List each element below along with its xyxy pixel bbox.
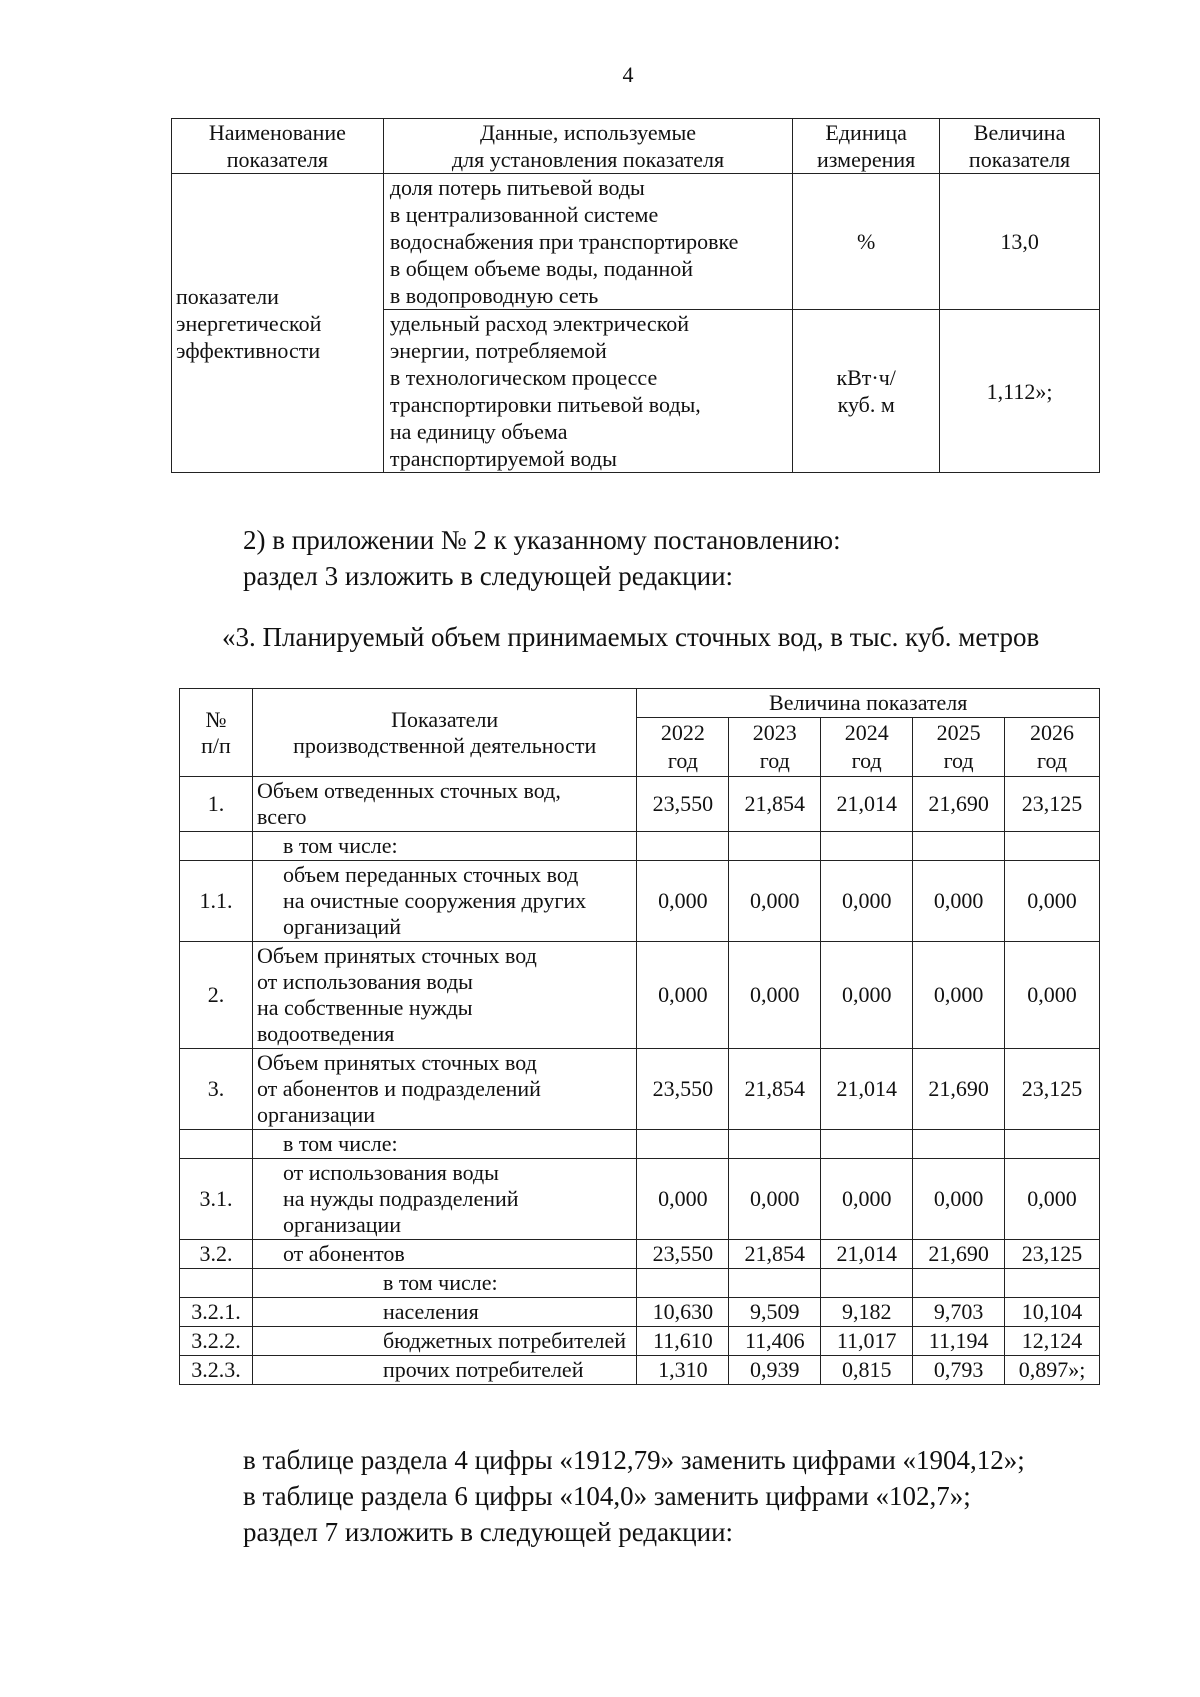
value-cell: 23,125 <box>1005 777 1100 832</box>
year-2025: 2025 год <box>913 718 1005 777</box>
row-number <box>180 1269 253 1298</box>
value-cell <box>637 832 729 861</box>
value-cell: 9,703 <box>913 1298 1005 1327</box>
value-cell: 0,000 <box>729 1159 821 1240</box>
value-cell: 0,000 <box>637 1159 729 1240</box>
value-cell <box>913 1130 1005 1159</box>
value-cell: 1,310 <box>637 1356 729 1385</box>
table-row <box>180 1269 1100 1298</box>
value-cell: 11,610 <box>637 1327 729 1356</box>
row-label: от абонентов <box>252 1240 637 1269</box>
value-cell: 23,550 <box>637 1049 729 1130</box>
value-cell: 0,000 <box>913 942 1005 1049</box>
table1-header-row <box>172 119 1100 174</box>
value-cell: 21,854 <box>729 1049 821 1130</box>
value-cell <box>729 1269 821 1298</box>
row-number: 2. <box>180 942 253 1049</box>
value-cell: 10,104 <box>1005 1298 1100 1327</box>
row-number: 3.2.3. <box>180 1356 253 1385</box>
row1-data: доля потерь питьевой воды в централизованной системе водоснабжения при транспортировке в общем объеме воды, поданной в водопроводную сеть <box>383 174 792 310</box>
value-cell <box>637 1130 729 1159</box>
value-cell: 0,000 <box>821 942 913 1049</box>
row-number: 3. <box>180 1049 253 1130</box>
table-row <box>180 1159 1100 1240</box>
row-label: Объем отведенных сточных вод, всего <box>252 777 637 832</box>
table-row <box>180 1130 1100 1159</box>
value-cell: 0,000 <box>637 942 729 1049</box>
row1-unit: % <box>793 174 940 310</box>
value-cell: 21,014 <box>821 1049 913 1130</box>
table-row <box>180 1327 1100 1356</box>
table-row <box>180 1049 1100 1130</box>
year-2026: 2026 год <box>1005 718 1100 777</box>
value-cell: 23,125 <box>1005 1049 1100 1130</box>
table-row <box>180 1356 1100 1385</box>
row2-unit: кВт·ч/ куб. м <box>793 310 940 473</box>
value-cell: 0,000 <box>821 861 913 942</box>
value-cell: 9,182 <box>821 1298 913 1327</box>
row-label: от использования воды на нужды подразделений организации <box>252 1159 637 1240</box>
value-cell: 0,000 <box>821 1159 913 1240</box>
value-cell <box>1005 832 1100 861</box>
value-cell: 0,000 <box>913 861 1005 942</box>
table-row <box>180 1298 1100 1327</box>
value-cell: 0,815 <box>821 1356 913 1385</box>
value-cell: 21,854 <box>729 777 821 832</box>
value-cell: 0,000 <box>913 1159 1005 1240</box>
value-cell: 11,406 <box>729 1327 821 1356</box>
header-data: Данные, используемые для установления показателя <box>383 119 792 174</box>
value-cell: 0,000 <box>1005 1159 1100 1240</box>
section-3-title: «3. Планируемый объем принимаемых сточных вод, в тыс. куб. метров <box>222 622 1040 652</box>
header-value: Величина показателя <box>940 119 1100 174</box>
year-2023: 2023 год <box>729 718 821 777</box>
paragraph-2: раздел 3 изложить в следующей редакции: <box>243 561 734 591</box>
value-cell: 11,194 <box>913 1327 1005 1356</box>
value-cell: 0,000 <box>729 942 821 1049</box>
paragraph-5: в таблице раздела 6 цифры «104,0» заменить цифрами «102,7»; <box>243 1481 971 1511</box>
header-unit: Единица измерения <box>793 119 940 174</box>
value-cell <box>821 832 913 861</box>
value-cell: 12,124 <box>1005 1327 1100 1356</box>
value-cell: 10,630 <box>637 1298 729 1327</box>
value-cell: 0,000 <box>1005 861 1100 942</box>
value-cell <box>821 1269 913 1298</box>
paragraph-6: раздел 7 изложить в следующей редакции: <box>243 1517 734 1547</box>
group-label: показатели энергетической эффективности <box>172 174 384 473</box>
value-cell <box>729 1130 821 1159</box>
year-2022: 2022 год <box>637 718 729 777</box>
header-value: Величина показателя <box>637 689 1100 718</box>
table-row <box>180 942 1100 1049</box>
table-row <box>180 1240 1100 1269</box>
value-cell <box>637 1269 729 1298</box>
value-cell: 21,854 <box>729 1240 821 1269</box>
wastewater-volume-table <box>179 688 1100 1385</box>
row-number: 3.2. <box>180 1240 253 1269</box>
table2-header-row <box>180 689 1100 718</box>
value-cell: 9,509 <box>729 1298 821 1327</box>
row-label: объем переданных сточных вод на очистные сооружения других организаций <box>252 861 637 942</box>
row-label: бюджетных потребителей <box>252 1327 637 1356</box>
row-label: в том числе: <box>252 832 637 861</box>
value-cell: 21,690 <box>913 1240 1005 1269</box>
value-cell: 0,897»; <box>1005 1356 1100 1385</box>
value-cell: 21,690 <box>913 1049 1005 1130</box>
value-cell <box>729 832 821 861</box>
row-number: 3.2.2. <box>180 1327 253 1356</box>
row-number: 3.1. <box>180 1159 253 1240</box>
row-label: Объем принятых сточных вод от абонентов и подразделений организации <box>252 1049 637 1130</box>
value-cell <box>913 1269 1005 1298</box>
row1-value: 13,0 <box>940 174 1100 310</box>
paragraph-4: в таблице раздела 4 цифры «1912,79» заменить цифрами «1904,12»; <box>243 1445 1025 1475</box>
value-cell <box>1005 1130 1100 1159</box>
value-cell: 0,000 <box>729 861 821 942</box>
row-number: 3.2.1. <box>180 1298 253 1327</box>
energy-efficiency-table <box>171 118 1100 473</box>
table-row <box>180 861 1100 942</box>
header-no: № п/п <box>180 689 253 777</box>
year-2024: 2024 год <box>821 718 913 777</box>
row-label: населения <box>252 1298 637 1327</box>
value-cell: 0,000 <box>1005 942 1100 1049</box>
value-cell: 21,690 <box>913 777 1005 832</box>
value-cell: 0,793 <box>913 1356 1005 1385</box>
table1-row-losses <box>172 174 1100 310</box>
value-cell: 23,125 <box>1005 1240 1100 1269</box>
value-cell: 21,014 <box>821 777 913 832</box>
header-name: Наименование показателя <box>172 119 384 174</box>
value-cell: 23,550 <box>637 1240 729 1269</box>
page-number: 4 <box>622 62 634 87</box>
value-cell: 23,550 <box>637 777 729 832</box>
row-label: в том числе: <box>252 1269 637 1298</box>
value-cell <box>913 832 1005 861</box>
row-label: прочих потребителей <box>252 1356 637 1385</box>
value-cell <box>1005 1269 1100 1298</box>
value-cell: 0,939 <box>729 1356 821 1385</box>
row2-data: удельный расход электрической энергии, потребляемой в технологическом процессе транспортировки питьевой воды, на единицу объема транспортируемой воды <box>383 310 792 473</box>
row-number: 1.1. <box>180 861 253 942</box>
header-indicators: Показатели производственной деятельности <box>252 689 637 777</box>
row2-value: 1,112»; <box>940 310 1100 473</box>
row-label: Объем принятых сточных вод от использования воды на собственные нужды водоотведения <box>252 942 637 1049</box>
value-cell: 21,014 <box>821 1240 913 1269</box>
table-row <box>180 832 1100 861</box>
row-label: в том числе: <box>252 1130 637 1159</box>
row-number <box>180 1130 253 1159</box>
paragraph-1: 2) в приложении № 2 к указанному постановлению: <box>243 525 841 555</box>
value-cell: 0,000 <box>637 861 729 942</box>
value-cell <box>821 1130 913 1159</box>
row-number <box>180 832 253 861</box>
table-row <box>180 777 1100 832</box>
value-cell: 11,017 <box>821 1327 913 1356</box>
row-number: 1. <box>180 777 253 832</box>
